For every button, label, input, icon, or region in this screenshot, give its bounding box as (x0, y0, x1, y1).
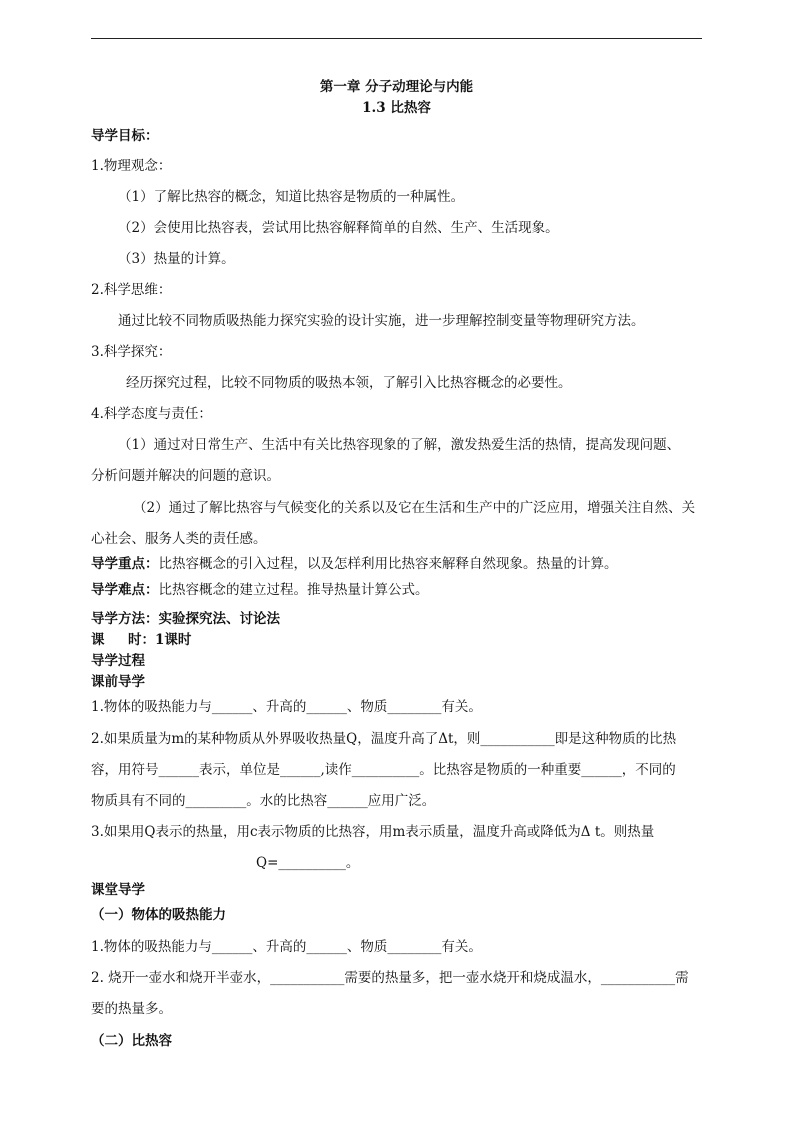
physics-concept-label: 1.物理观念： (91, 158, 172, 174)
physics-concept-item-2: （2）会使用比热容表，尝试用比热容解释简单的自然、生产、生活现象。 (118, 220, 559, 236)
difficult-point (91, 582, 429, 599)
in-class-question-2-line-1: 2. 烧开一壶水和烧开半壶水，___________需要的热量多，把一壶水烧开和烧成温水，___________需 (91, 970, 689, 986)
pre-class-heading: 课前导学 (91, 674, 145, 690)
physics-concept-item-3: （3）热量的计算。 (118, 251, 235, 267)
pre-class-question-1: 1.物体的吸热能力与______、升高的______、物质________有关。 (91, 699, 482, 715)
method (91, 611, 280, 628)
key-point (91, 556, 618, 573)
part-1-heading: （一）物体的吸热能力 (91, 907, 226, 923)
part-2-heading: （二）比热容 (91, 1033, 172, 1049)
physics-concept-item-1: （1）了解比热容的概念，知道比热容是物质的一种属性。 (118, 189, 465, 205)
objectives-heading: 导学目标： (91, 128, 159, 144)
header-rule (91, 38, 702, 39)
scientific-inquiry-label: 3.科学探究： (91, 344, 172, 360)
scientific-thinking-label: 2.科学思维： (91, 282, 172, 298)
attitude-label: 4.科学态度与责任： (91, 406, 212, 422)
in-class-question-2-line-2: 要的热量多。 (91, 1001, 172, 1017)
class-hours (91, 632, 191, 649)
key-point-label: 导学重点： (91, 556, 159, 572)
difficult-point-text: 比热容概念的建立过程。推导热量计算公式。 (158, 582, 429, 598)
in-class-question-1: 1.物体的吸热能力与______、升高的______、物质________有关。 (91, 939, 482, 955)
class-hours-label: 课 时： (91, 632, 155, 648)
attitude-item-2-line-2: 心社会、服务人类的责任感。 (91, 531, 267, 547)
pre-class-question-2-line-3: 物质具有不同的_________。水的比热容______应用广泛。 (91, 793, 436, 809)
in-class-heading: 课堂导学 (91, 882, 145, 898)
chapter-title: 第一章 分子动理论与内能 (319, 79, 474, 95)
pre-class-question-3-line-1: 3.如果用Q表示的热量，用c表示物质的比热容，用m表示质量，温度升高或降低为Δ t。则热量 (91, 824, 655, 840)
attitude-item-1-line-2: 分析问题并解决的问题的意识。 (91, 468, 280, 484)
difficult-point-label: 导学难点： (91, 582, 159, 598)
key-point-text: 比热容概念的引入过程，以及怎样利用比热容来解释自然现象。热量的计算。 (158, 556, 618, 572)
attitude-item-1-line-1: （1）通过对日常生产、生活中有关比热容现象的了解，激发热爱生活的热情，提高发现问题、 (118, 437, 681, 453)
process-heading: 导学过程 (91, 653, 145, 669)
method-text: 实验探究法、讨论法 (158, 611, 280, 627)
attitude-item-2-line-1: （2）通过了解比热容与气候变化的关系以及它在生活和生产中的广泛应用，增强关注自然、关 (133, 500, 696, 516)
pre-class-question-2-line-1: 2.如果质量为m的某种物质从外界吸收热量Q，温度升高了Δt，则___________即是这种物质的比热 (91, 731, 677, 747)
scientific-thinking-text: 通过比较不同物质吸热能力探究实验的设计实施，进一步理解控制变量等物理研究方法。 (118, 313, 645, 329)
method-label: 导学方法： (91, 611, 159, 627)
class-hours-text: 1课时 (155, 632, 192, 648)
section-title: 1.3 比热容 (362, 100, 431, 116)
pre-class-question-2-line-2: 容，用符号______表示，单位是______,读作__________。比热容是物质的一种重要______，不同的 (91, 762, 676, 778)
pre-class-question-3-line-2: Q=__________。 (256, 855, 360, 871)
scientific-inquiry-text: 经历探究过程，比较不同物质的吸热本领，了解引入比热容概念的必要性。 (126, 375, 572, 391)
